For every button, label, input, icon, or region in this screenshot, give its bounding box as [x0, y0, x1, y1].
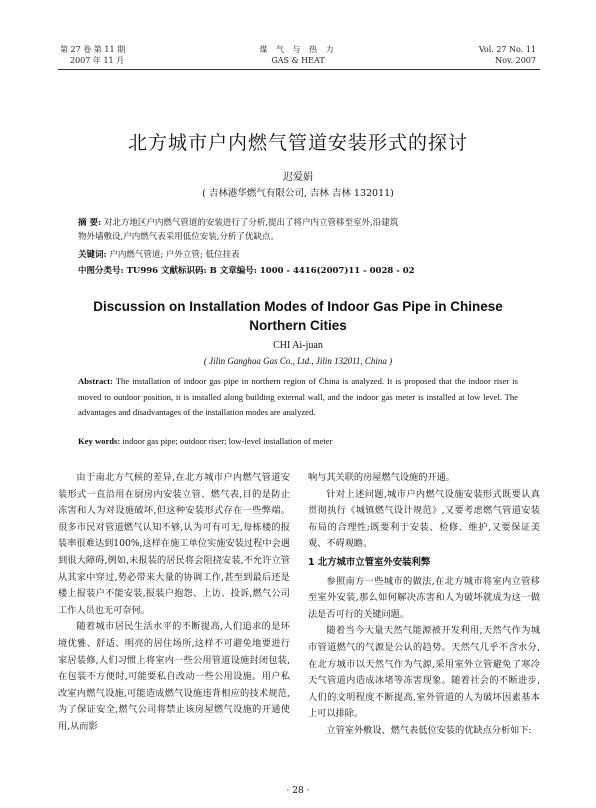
- author-en: CHI Ai-juan: [273, 340, 323, 351]
- author-zh: 迟爱娟: [283, 172, 313, 183]
- body-paragraph: 参照南方一些城市的做法,在北方城市将室内立管移至室外安装,那么如何解决冻害和人为破坏就成为这一做法是否可行的关键问题。: [308, 575, 540, 620]
- page-number: · 28 ·: [286, 786, 310, 796]
- body-paragraph: 针对上述问题,城市户内燃气设施安装形式既要认真贯彻执行《城镇燃气设计规范》,又要考虑燃气管道安装布局的合理性;既要利于安装、检修、维护,又要保证美观、不碍观瞻。: [308, 488, 540, 550]
- volume-issue-en: Vol. 27 No. 11: [478, 45, 536, 54]
- section-heading: 1 北方城市立管室外安装利弊: [308, 556, 431, 568]
- abstract-label-en: Abstract:: [78, 376, 113, 386]
- running-header-right: [479, 44, 536, 66]
- journal-name-en: GAS & HEAT: [271, 56, 325, 65]
- body-paragraph: 由于南北方气候的差异,在北方城市户内燃气管道安装形式一直沿用在厨房内安装立管、燃气表,目的是防止冻害和人为对设施破坏,但这种安装形式存在一些弊端。很多市民对管道燃气认知不够,认为可有可无,每栋楼的报装率很难达到100%,这样在施工单位实施安装过程中会遇到很大障碍,例如,未报装的居民将会阻挠安装,不允许立管从其家中穿过,势必带来大量的协调工作,甚至到最后还是楼上报装户不能安装,报装户抱怨、上访、投诉,燃气公司工作人员也无可奈何。: [58, 472, 290, 616]
- keywords-label-zh: 关键词:: [78, 250, 107, 260]
- keywords-en: [78, 436, 518, 446]
- abstract-zh: [78, 216, 518, 244]
- article-title-zh: 北方城市户内燃气管道安装形式的探讨: [127, 132, 468, 154]
- abstract-zh-text-1: 对北方地区户内燃气管道的安装进行了分析,提出了将户内立管移至室外,沿建筑: [103, 218, 399, 228]
- volume-issue-zh: 第 27 卷 第 11 期: [60, 45, 126, 54]
- abstract-label-zh: 摘 要:: [78, 218, 102, 228]
- keywords-zh: [78, 248, 518, 262]
- body-paragraph: 立管室外敷设、燃气表低位安装的优缺点分析如下:: [326, 724, 532, 736]
- affiliation-en: ( Jilin Ganghua Gas Co., Ltd., Jilin 132011, China ): [203, 356, 393, 366]
- body-paragraph: 随着城市居民生活水平的不断提高,人们追求的是环境优雅、舒适、明亮的居住场所,这样不可避免地要进行家居装修,人们习惯上将室内一些公用管道设施封闭包装,在包装不方便时,可能要私自改动一些公用设施。用户私改室内燃气设施,可能造成燃气设施违背相应的技术规范,为了保证安全,燃气公司将禁止该房屋燃气设施的开通使用,从而影: [58, 621, 290, 732]
- header-rule: [58, 69, 540, 70]
- journal-name-zh: 煤 气 与 热 力: [259, 45, 337, 54]
- abstract-en: [78, 374, 518, 421]
- abstract-zh-text-2: 物外墙敷设,户内燃气表采用低位安装,分析了优缺点。: [78, 232, 279, 242]
- article-title-en-line-2: Northern Cities: [249, 318, 347, 333]
- date-en: Nov. 2007: [495, 56, 536, 65]
- classification-line: [78, 264, 518, 278]
- article-title-en: [60, 297, 536, 335]
- body-paragraph: 随着当今大量天然气能源被开发利用,天然气作为城市管道燃气的气源是公认的趋势。天然气几乎不含水分,在北方城市以天然气作为气源,采用室外立管避免了寒冷天气管道内造成冰堵等冻害现象。随着社会的不断进步,人们的文明程度不断提高,室外管道的人为破坏因素基本上可以排除。: [308, 625, 540, 720]
- body-column-right: [308, 470, 540, 740]
- affiliation-zh: ( 吉林港华燃气有限公司, 吉林 吉林 132011): [202, 188, 394, 199]
- body-column-left: [58, 470, 290, 736]
- article-title-en-line-1: Discussion on Installation Modes of Indoor Gas Pipe in Chinese: [93, 299, 503, 314]
- keywords-label-en: Key words:: [78, 436, 121, 446]
- keywords-en-text: indoor gas pipe; outdoor riser; low-level installation of meter: [122, 436, 333, 446]
- abstract-en-text: The installation of indoor gas pipe in northern region of China is analyzed. It is proposed that the indoor riser is moved to outdoor position, it is installed along building external wall, and the indoor gas meter is installed at low level. The advantages and disadvantages of the installation modes are analyzed.: [78, 376, 519, 417]
- keywords-zh-text: 户内燃气管道; 户外立管; 低位挂表: [109, 250, 240, 260]
- body-paragraph: 响与其关联的房屋燃气设施的开通。: [308, 472, 455, 483]
- date-zh: 2007 年 11 月: [70, 56, 125, 65]
- classification-text: 中图分类号: TU996 文献标识码: B 文章编号: 1000 - 4416(2007)11 - 0028 - 02: [78, 266, 415, 276]
